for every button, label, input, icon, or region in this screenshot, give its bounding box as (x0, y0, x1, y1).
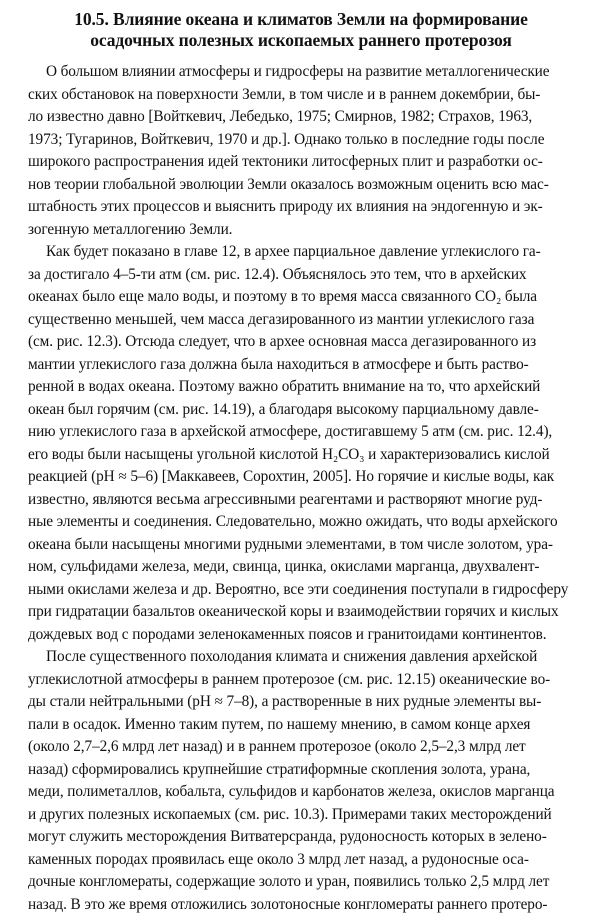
text-line: нов теории глобальной эволюции Земли оказалось возможным оценить всю мас- (28, 174, 574, 197)
text-line: при гидратации базальтов океанической коры и взаимодействии горячих и кислых (28, 601, 574, 624)
text-line: океана были насыщены многими рудными элементами, в том числе золотом, ура- (28, 534, 574, 557)
paragraph-3 (28, 646, 574, 916)
text-line: ских обстановок на поверхности Земли, в том числе и в раннем докембрии, бы- (28, 84, 574, 107)
text-line: (около 2,7–2,6 млрд лет назад) и в раннем протерозое (около 2,5–2,3 млрд лет (28, 736, 574, 759)
text-line: пали в осадок. Именно таким путем, по нашему мнению, в самом конце архея (28, 714, 574, 737)
text-line: дочные конгломераты, содержащие золото и уран, появились только 2,5 млрд лет (28, 871, 574, 894)
text-line: углекислотной атмосферы в раннем протерозое (см. рис. 12.15) океанические во- (28, 669, 574, 692)
text-line: О большом влиянии атмосферы и гидросферы на развитие металлогенические (28, 61, 574, 84)
text-line: меди, полиметаллов, кобальта, сульфидов и карбонатов железа, окислов марганца (28, 781, 574, 804)
heading-line: 10.5. Влияние океана и климатов Земли на формирование (28, 9, 574, 30)
text-line: ные элементы и соединения. Следовательно, можно ожидать, что воды архейского (28, 511, 574, 534)
text-line: ном, сульфидами железа, меди, свинца, цинка, окислами марганца, двухвалент- (28, 556, 574, 579)
text-line: ды стали нейтральными (pH ≈ 7–8), а растворенные в них рудные элементы вы- (28, 691, 574, 714)
text-line: дождевых вод с породами зеленокаменных поясов и гранитоидами континентов. (28, 624, 574, 647)
paragraph-1 (28, 61, 574, 241)
paragraph-2 (28, 241, 574, 646)
text-line: могут служить месторождения Витватерсранда, рудоносность которых в зелено- (28, 826, 574, 849)
text-line: мантии углекислого газа должна была находиться в атмосфере и быть раство- (28, 354, 574, 377)
text-line: ными окислами железа и др. Вероятно, все эти соединения поступали в гидросферу (28, 579, 574, 602)
text-line: штабность этих процессов и выяснить природу их влияния на эндогенную и эк- (28, 196, 574, 219)
text-line: После существенного похолодания климата и снижения давления архейской (28, 646, 574, 669)
text-line: ло известно давно [Войткевич, Лебедько, 1975; Смирнов, 1982; Страхов, 1963, (28, 106, 574, 129)
text-line: океанах было еще мало воды, и поэтому в то время масса связанного CO₂ была (28, 286, 574, 309)
text-line: назад. В это же время отложились золотоносные конгломераты раннего протеро- (28, 894, 574, 916)
text-line: за достигало 4–5-ти атм (см. рис. 12.4). Объяснялось это тем, что в архейских (28, 264, 574, 287)
text-line: назад) сформировались крупнейшие стратиформные скопления золота, урана, (28, 759, 574, 782)
text-line: Как будет показано в главе 12, в архее парциальное давление углекислого га- (28, 241, 574, 264)
text-line: 1973; Тугаринов, Войткевич, 1970 и др.]. Однако только в последние годы после (28, 129, 574, 152)
text-line: и других полезных ископаемых (см. рис. 10.3). Примерами таких месторождений (28, 804, 574, 827)
text-line: (см. рис. 12.3). Отсюда следует, что в архее основная масса дегазированного из (28, 331, 574, 354)
text-line: нию углекислого газа в архейской атмосфере, достигавшему 5 атм (см. рис. 12.4), (28, 421, 574, 444)
text-line: океан был горячим (см. рис. 14.19), а благодаря высокому парциальному давле- (28, 399, 574, 422)
text-line: реакцией (pH ≈ 5–6) [Маккавеев, Сорохтин, 2005]. Но горячие и кислые воды, как (28, 466, 574, 489)
text-line: его воды были насыщены угольной кислотой H₂CO₃ и характеризовались кислой (28, 444, 574, 467)
text-line: существенно меньшей, чем масса дегазированного из мантии углекислого газа (28, 309, 574, 332)
text-line: ренной в водах океана. Поэтому важно обратить внимание на то, что архейский (28, 376, 574, 399)
section-heading (28, 9, 574, 51)
heading-line: осадочных полезных ископаемых раннего протерозоя (28, 30, 574, 51)
text-line: каменных породах проявилась еще около 3 млрд лет назад, а рудоносные оса- (28, 849, 574, 872)
text-line: известно, являются весьма агрессивными реагентами и растворяют многие руд- (28, 489, 574, 512)
text-line: широкого распространения идей тектоники литосферных плит и разработки ос- (28, 151, 574, 174)
text-line: зогенную металлогению Земли. (28, 219, 574, 242)
